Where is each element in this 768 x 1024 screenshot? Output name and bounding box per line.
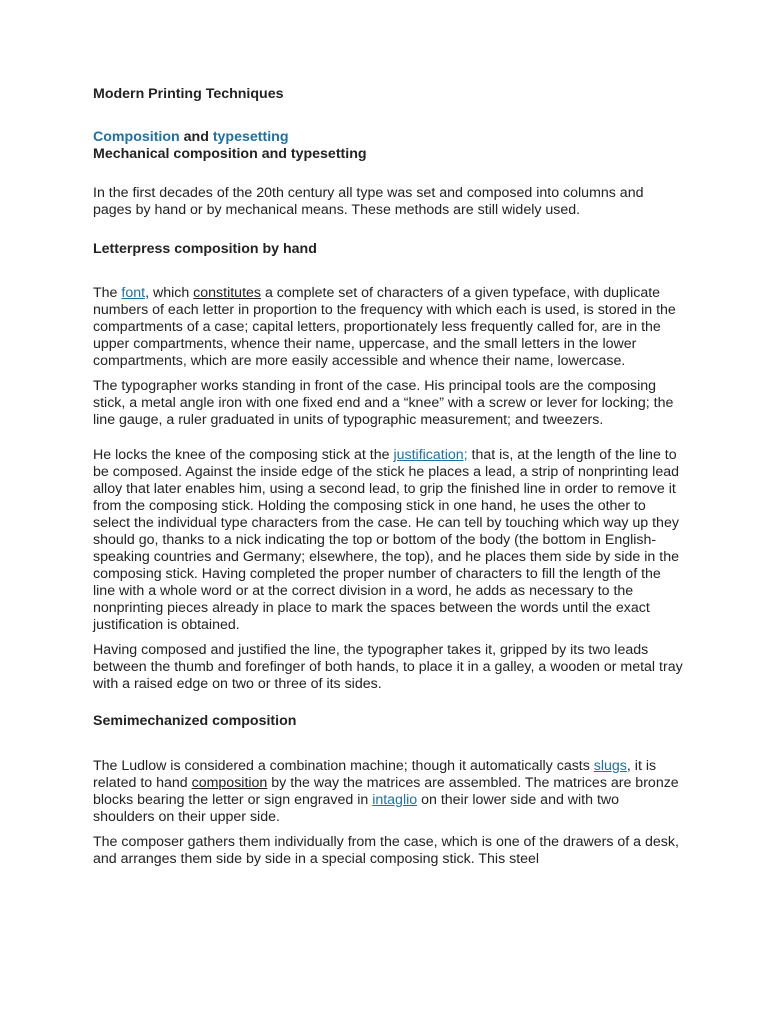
font-paragraph-text-2: , which: [145, 285, 194, 301]
subheading: Mechanical composition and typesetting: [93, 146, 367, 162]
locks-paragraph: [93, 447, 683, 634]
typesetting-link[interactable]: typesetting: [212, 129, 289, 145]
document-title: Modern Printing Techniques: [93, 86, 284, 102]
font-paragraph: [93, 285, 683, 370]
ludlow-paragraph-text-1: The Ludlow is considered a combination machine; though it automatically casts: [93, 758, 594, 774]
locks-paragraph-text-1: He locks the knee of the composing stick at the: [93, 447, 394, 463]
letterpress-heading: Letterpress composition by hand: [93, 241, 317, 257]
composition-term[interactable]: composition: [191, 775, 268, 791]
intro-paragraph: In the first decades of the 20th century all type was set and composed into columns and pages by hand or by mechanical means. These methods are still widely used.: [93, 185, 644, 218]
font-paragraph-text-1: The: [93, 285, 122, 301]
ludlow-paragraph: [93, 758, 683, 826]
section-heading-and: and: [179, 129, 213, 145]
document-page: [93, 86, 683, 876]
semimechanized-heading: Semimechanized composition: [93, 713, 297, 729]
ludlow-paragraph-text-2: , it is related to hand: [93, 758, 657, 791]
constitutes-term[interactable]: constitutes: [193, 285, 261, 301]
slugs-link[interactable]: slugs: [593, 758, 627, 774]
ludlow-paragraph-text-3: by the way the matrices are assembled. The matrices are bronze blocks bearing the letter or sign engraved in: [93, 775, 679, 808]
ludlow-paragraph-text-4: on their lower side and with two shoulders on their upper side.: [93, 792, 620, 825]
typographer-paragraph: The typographer works standing in front of the case. His principal tools are the composing stick, a metal angle iron with one fixed end and a “knee” with a screw or lever for locking; the line gauge, a ruler graduated in units of typographic measurement; and tweezers.: [93, 378, 674, 428]
composer-paragraph: The composer gathers them individually from the case, which is one of the drawers of a desk, and arranges them side by side in a special composing stick. This steel: [93, 834, 679, 867]
composition-link[interactable]: Composition: [93, 129, 180, 145]
font-link[interactable]: font: [121, 285, 146, 301]
section-heading: [93, 129, 683, 146]
justification-link[interactable]: justification;: [393, 447, 468, 463]
justified-paragraph: Having composed and justified the line, the typographer takes it, gripped by its two leads between the thumb and forefinger of both hands, to place it in a galley, a wooden or metal tray with a raised edge on two or three of its sides.: [93, 642, 683, 692]
font-paragraph-text-3: a complete set of characters of a given typeface, with duplicate numbers of each letter in proportion to the frequency with which each is used, is stored in the compartments of a case; capital letters, proportionately less frequently called for, are in the upper compartments, whence their name, uppercase, and the small letters in the lower compartments, which are more easily accessible and whence their name, lowercase.: [93, 285, 676, 369]
intaglio-link[interactable]: intaglio: [372, 792, 418, 808]
locks-paragraph-text-2: that is, at the length of the line to be composed. Against the inside edge of the stick he places a lead, a strip of nonprinting lead alloy that later enables him, using a second lead, to grip the finished line in order to remove it from the composing stick. Holding the composing stick in one hand, he uses the other to select the individual type characters from the case. He can tell by touching which way up they should go, thanks to a nick indicating the top or bottom of the body (the bottom in English-speaking countries and Germany; elsewhere, the top), and he places them side by side in the composing stick. Having completed the proper number of characters to fill the length of the line with a whole word or at the correct division in a word, he adds as necessary to the nonprinting pieces already in place to mark the spaces between the words until the exact justification is obtained.: [93, 447, 680, 633]
